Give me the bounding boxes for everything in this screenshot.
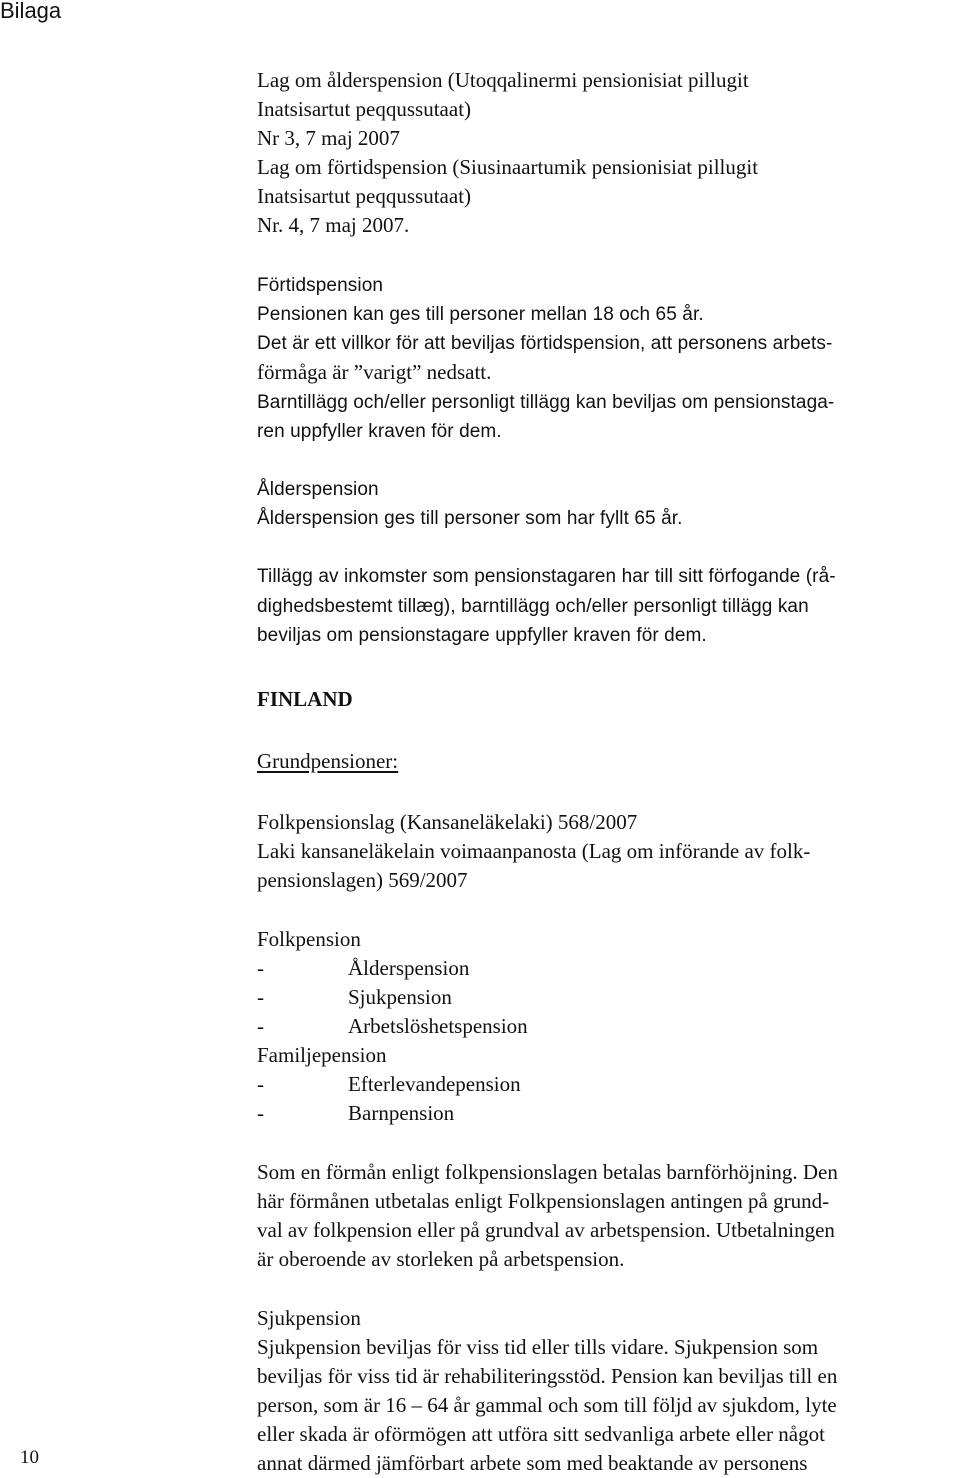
paragraph-line: val av folkpension eller på grundval av arbetspension. Utbetalningen	[257, 1218, 835, 1242]
paragraph-line: ren uppfyller kraven för dem.	[257, 421, 502, 442]
paragraph-line: Ålderspension ges till personer som har fyllt 65 år.	[257, 508, 683, 529]
page-header: Bilaga	[0, 0, 62, 23]
bullet: -	[257, 956, 264, 980]
list-item-text: Ålderspension	[348, 956, 470, 980]
subheading: Grundpensioner:	[257, 749, 399, 773]
law-line: Inatsisartut peqqussutaat)	[257, 97, 472, 121]
paragraph-line: Som en förmån enligt folkpensionslagen betalas barnförhöjning. Den	[257, 1160, 838, 1184]
paragraph-line: Sjukpension beviljas för viss tid eller tills vidare. Sjukpension som	[257, 1335, 819, 1359]
law-line: Inatsisartut peqqussutaat)	[257, 184, 472, 208]
bullet: -	[257, 1072, 264, 1096]
bullet: -	[257, 1014, 264, 1038]
paragraph-line: beviljas för viss tid är rehabiliteringsstöd. Pension kan beviljas till en	[257, 1364, 838, 1388]
paragraph-line: förmåga är ”varigt” nedsatt.	[257, 360, 492, 384]
paragraph-line: annat därmed jämförbart arbete som med beaktande av personens	[257, 1451, 808, 1475]
paragraph-line: är oberoende av storleken på arbetspension.	[257, 1247, 625, 1271]
paragraph-line: eller skada är oförmögen att utföra sitt sedvanliga arbete eller något	[257, 1422, 825, 1446]
list-item-text: Barnpension	[348, 1101, 455, 1125]
list-label: Familjepension	[257, 1043, 387, 1067]
list-item-text: Arbetslöshetspension	[348, 1014, 528, 1038]
list-item-text: Efterlevandepension	[348, 1072, 521, 1096]
law-line: Nr 3, 7 maj 2007	[257, 126, 400, 150]
paragraph-line: här förmånen utbetalas enligt Folkpensionslagen antingen på grund-	[257, 1189, 830, 1213]
list-item-text: Sjukpension	[348, 985, 452, 1009]
law-line: Nr. 4, 7 maj 2007.	[257, 213, 410, 237]
paragraph-line: Pensionen kan ges till personer mellan 18 och 65 år.	[257, 304, 704, 325]
law-line: Lag om förtidspension (Siusinaartumik pensionisiat pillugit	[257, 155, 759, 179]
paragraph-line: beviljas om pensionstagare uppfyller kraven för dem.	[257, 625, 707, 646]
section-heading: Sjukpension	[257, 1306, 361, 1330]
bullet: -	[257, 985, 264, 1009]
law-line: Lag om ålderspension (Utoqqalinermi pensionisiat pillugit	[257, 68, 749, 92]
paragraph-line: Det är ett villkor för att beviljas förtidspension, att personens arbets-	[257, 333, 833, 354]
list-label: Folkpension	[257, 927, 361, 951]
section-heading: Ålderspension	[257, 479, 379, 500]
law-line: Folkpensionslag (Kansaneläkelaki) 568/2007	[257, 810, 638, 834]
paragraph-line: Barntillägg och/eller personligt tillägg kan beviljas om pensionstaga-	[257, 392, 835, 413]
bullet: -	[257, 1101, 264, 1125]
paragraph-line: Tillägg av inkomster som pensionstagaren har till sitt förfogande (rå-	[257, 566, 836, 587]
page-number: 10	[20, 1447, 39, 1468]
paragraph-line: person, som är 16 – 64 år gammal och som till följd av sjukdom, lyte	[257, 1393, 837, 1417]
law-line: Laki kansaneläkelain voimaanpanosta (Lag om införande av folk-	[257, 839, 811, 863]
paragraph-line: dighedsbestemt tillæg), barntillägg och/eller personligt tillägg kan	[257, 596, 809, 617]
country-heading: FINLAND	[257, 687, 353, 711]
law-line: pensionslagen) 569/2007	[257, 868, 468, 892]
section-heading: Förtidspension	[257, 275, 384, 296]
